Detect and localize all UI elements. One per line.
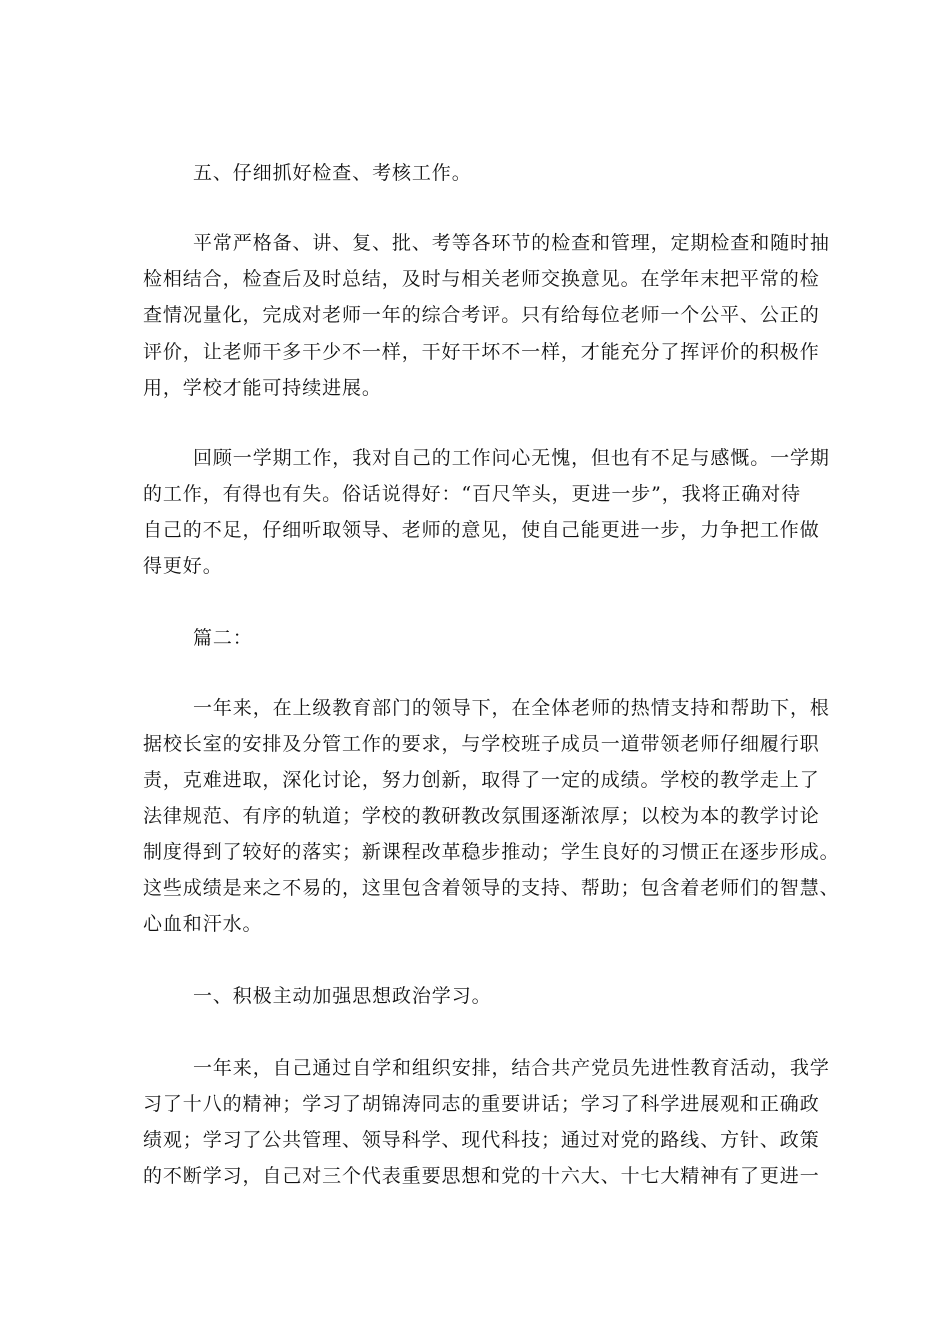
paragraph-line: 回顾一学期工作，我对自己的工作问心无愧，但也有不足与感慨。一学期 (193, 447, 830, 469)
paragraph-line: 绩观；学习了公共管理、领导科学、现代科技；通过对党的路线、方针、政策 (143, 1129, 820, 1151)
paragraph-line: 自己的不足，仔细听取领导、老师的意见，使自己能更进一步，力争把工作做 (143, 519, 820, 541)
paragraph-line: 得更好。 (143, 555, 223, 577)
paragraph-line: 制度得到了较好的落实；新课程改革稳步推动；学生良好的习惯正在逐步形成。 (143, 841, 840, 863)
section-title-part-two: 篇二： (193, 627, 253, 649)
paragraph-line: 的不断学习，自己对三个代表重要思想和党的十六大、十七大精神有了更进一 (143, 1165, 820, 1187)
section-heading-study: 一、积极主动加强思想政治学习。 (193, 985, 492, 1007)
paragraph-line: 习了十八的精神；学习了胡锦涛同志的重要讲话；学习了科学进展观和正确政 (143, 1093, 820, 1115)
paragraph-line: 一年来，自己通过自学和组织安排，结合共产党员先进性教育活动，我学 (193, 1057, 830, 1079)
paragraph-line: 责，克难进取，深化讨论，努力创新，取得了一定的成绩。学校的教学走上了 (143, 769, 820, 791)
paragraph-line: 法律规范、有序的轨道；学校的教研教改氛围逐渐浓厚；以校为本的教学讨论 (143, 805, 820, 827)
paragraph-line: 平常严格备、讲、复、批、考等各环节的检查和管理，定期检查和随时抽 (193, 232, 830, 254)
paragraph-line: 的工作，有得也有失。俗话说得好：“百尺竿头，更进一步”，我将正确对待 (143, 483, 802, 505)
paragraph-line: 一年来，在上级教育部门的领导下，在全体老师的热情支持和帮助下，根 (193, 697, 830, 719)
paragraph-line: 检相结合，检查后及时总结，及时与相关老师交换意见。在学年末把平常的检 (143, 268, 820, 290)
paragraph-line: 用，学校才能可持续进展。 (143, 377, 382, 399)
paragraph-line: 据校长室的安排及分管工作的要求，与学校班子成员一道带领老师仔细履行职 (143, 733, 820, 755)
section-heading-check: 五、仔细抓好检查、考核工作。 (193, 162, 472, 184)
paragraph-line: 评价，让老师干多干少不一样，干好干坏不一样，才能充分了挥评价的积极作 (143, 341, 820, 363)
paragraph-line: 查情况量化，完成对老师一年的综合考评。只有给每位老师一个公平、公正的 (143, 304, 820, 326)
paragraph-line: 心血和汗水。 (143, 913, 263, 935)
paragraph-line: 这些成绩是来之不易的，这里包含着领导的支持、帮助；包含着老师们的智慧、 (143, 877, 840, 899)
